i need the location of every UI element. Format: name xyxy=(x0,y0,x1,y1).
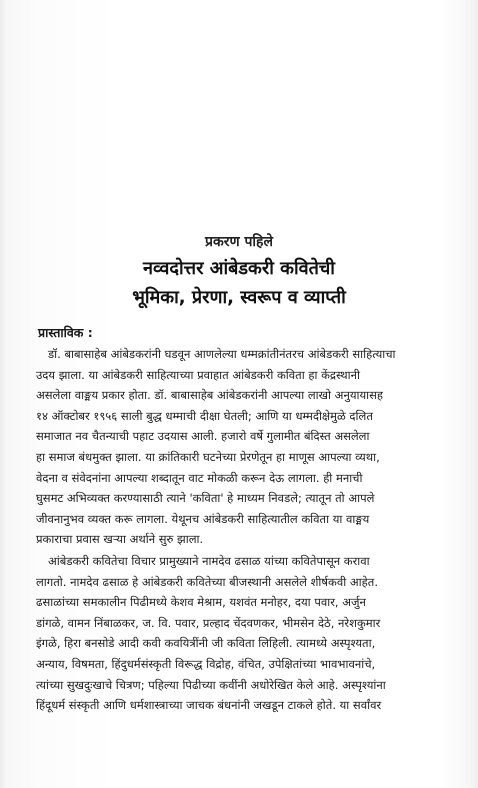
paragraph-line: लागतो. नामदेव ढसाळ हे आंबेडकरी कवितेच्या बीजस्थानी असलेले शीर्षकवी आहेत. xyxy=(36,574,378,589)
chapter-title-line-2: भूमिका, प्रेरणा, स्वरूप व व्याप्ती xyxy=(132,287,346,308)
chapter-title-line-1: नव्वदोत्तर आंबेडकरी कवितेची xyxy=(143,258,335,279)
paragraph-line: समाजात नव चैतन्याची पहाट उदयास आली. हजारो वर्षे गुलामीत बंदिस्त असलेला xyxy=(36,429,370,444)
chapter-label: प्रकरण पहिले xyxy=(205,234,273,250)
paragraph-line: जीवनानुभव व्यक्त करू लागला. येथूनच आंबेडकरी साहित्यातील कविता या वाङ्मय xyxy=(36,511,370,526)
paragraph-2 xyxy=(36,551,446,716)
paragraph-line: वेदना व संवेदनांना आपल्या शब्दातून वाट मोकळी करून देऊ लागला. ही मनाची xyxy=(36,470,363,485)
paragraph-line: असलेला वाङ्मय प्रकार होता. डॉ. बाबासाहेब आंबेडकरांनी आपल्या लाखो अनुयायासह xyxy=(36,388,384,403)
paragraph-line: इंगळे, हिरा बनसोडे आदी कवी कवयित्रींनी जी कविता लिहिली. त्यामध्ये अस्पृश्यता, xyxy=(36,636,376,651)
paragraph-line: उदय झाला. या आंबेडकरी साहित्याच्या प्रवाहात आंबेडकरी कविता हा केंद्रस्थानी xyxy=(36,367,360,382)
paragraph-line: हिंदूधर्म संस्कृती आणि धर्मशास्त्राच्या जाचक बंधनांनी जखडून टाकले होते. या सर्वांवर xyxy=(36,698,382,713)
paragraph-line: डॉ. बाबासाहेब आंबेडकरांनी घडवून आणलेल्या धम्मक्रांतीनंतरच आंबेडकरी साहित्याचा xyxy=(48,347,396,361)
paragraph-1 xyxy=(36,344,446,550)
paragraph-line: प्रकाराचा प्रवास खऱ्या अर्थाने सुरु झाला. xyxy=(36,532,204,547)
paragraph-line: अन्याय, विषमता, हिंदुधर्मसंस्कृती विरूद्ध विद्रोह, वंचित, उपेक्षितांच्या भावभावनांचे, xyxy=(36,656,376,671)
paragraph-line: हा समाज बंधमुक्त झाला. या क्रांतिकारी घटनेच्या प्रेरणेतून हा माणूस आपल्या व्यथा, xyxy=(36,449,380,464)
paragraph-line: आंबेडकरी कवितेचा विचार प्रामुख्याने नामदेव ढसाळ यांच्या कवितेपासून करावा xyxy=(48,554,370,568)
paragraph-line: ढसाळांच्या समकालीन पिढीमध्ये केशव मेश्राम, यशवंत मनोहर, दया पवार, अर्जुन xyxy=(36,595,366,610)
section-heading: प्रास्ताविक : xyxy=(38,325,93,340)
paragraph-line: डांगळे, वामन निंबाळकर, ज. वि. पवार, प्रल्हाद चेंदवणकर, भीमसेन देठे, नरेशकुमार xyxy=(36,615,381,630)
paragraph-line: घुसमट अभिव्यक्त करण्यासाठी त्याने 'कविता' हे माध्यम निवडले; त्यातून तो आपले xyxy=(36,491,375,506)
paragraph-line: त्यांच्या सुखदुःखाचे चित्रण; पहिल्या पिढीच्या कवींनी अधोरेखित केले आहे. अस्पृश्यांना xyxy=(36,677,386,692)
paragraph-line: १४ ऑक्टोबर १९५६ साली बुद्ध धम्माची दीक्षा घेतली; आणि या धम्मदीक्षेमुळे दलित xyxy=(36,408,373,423)
